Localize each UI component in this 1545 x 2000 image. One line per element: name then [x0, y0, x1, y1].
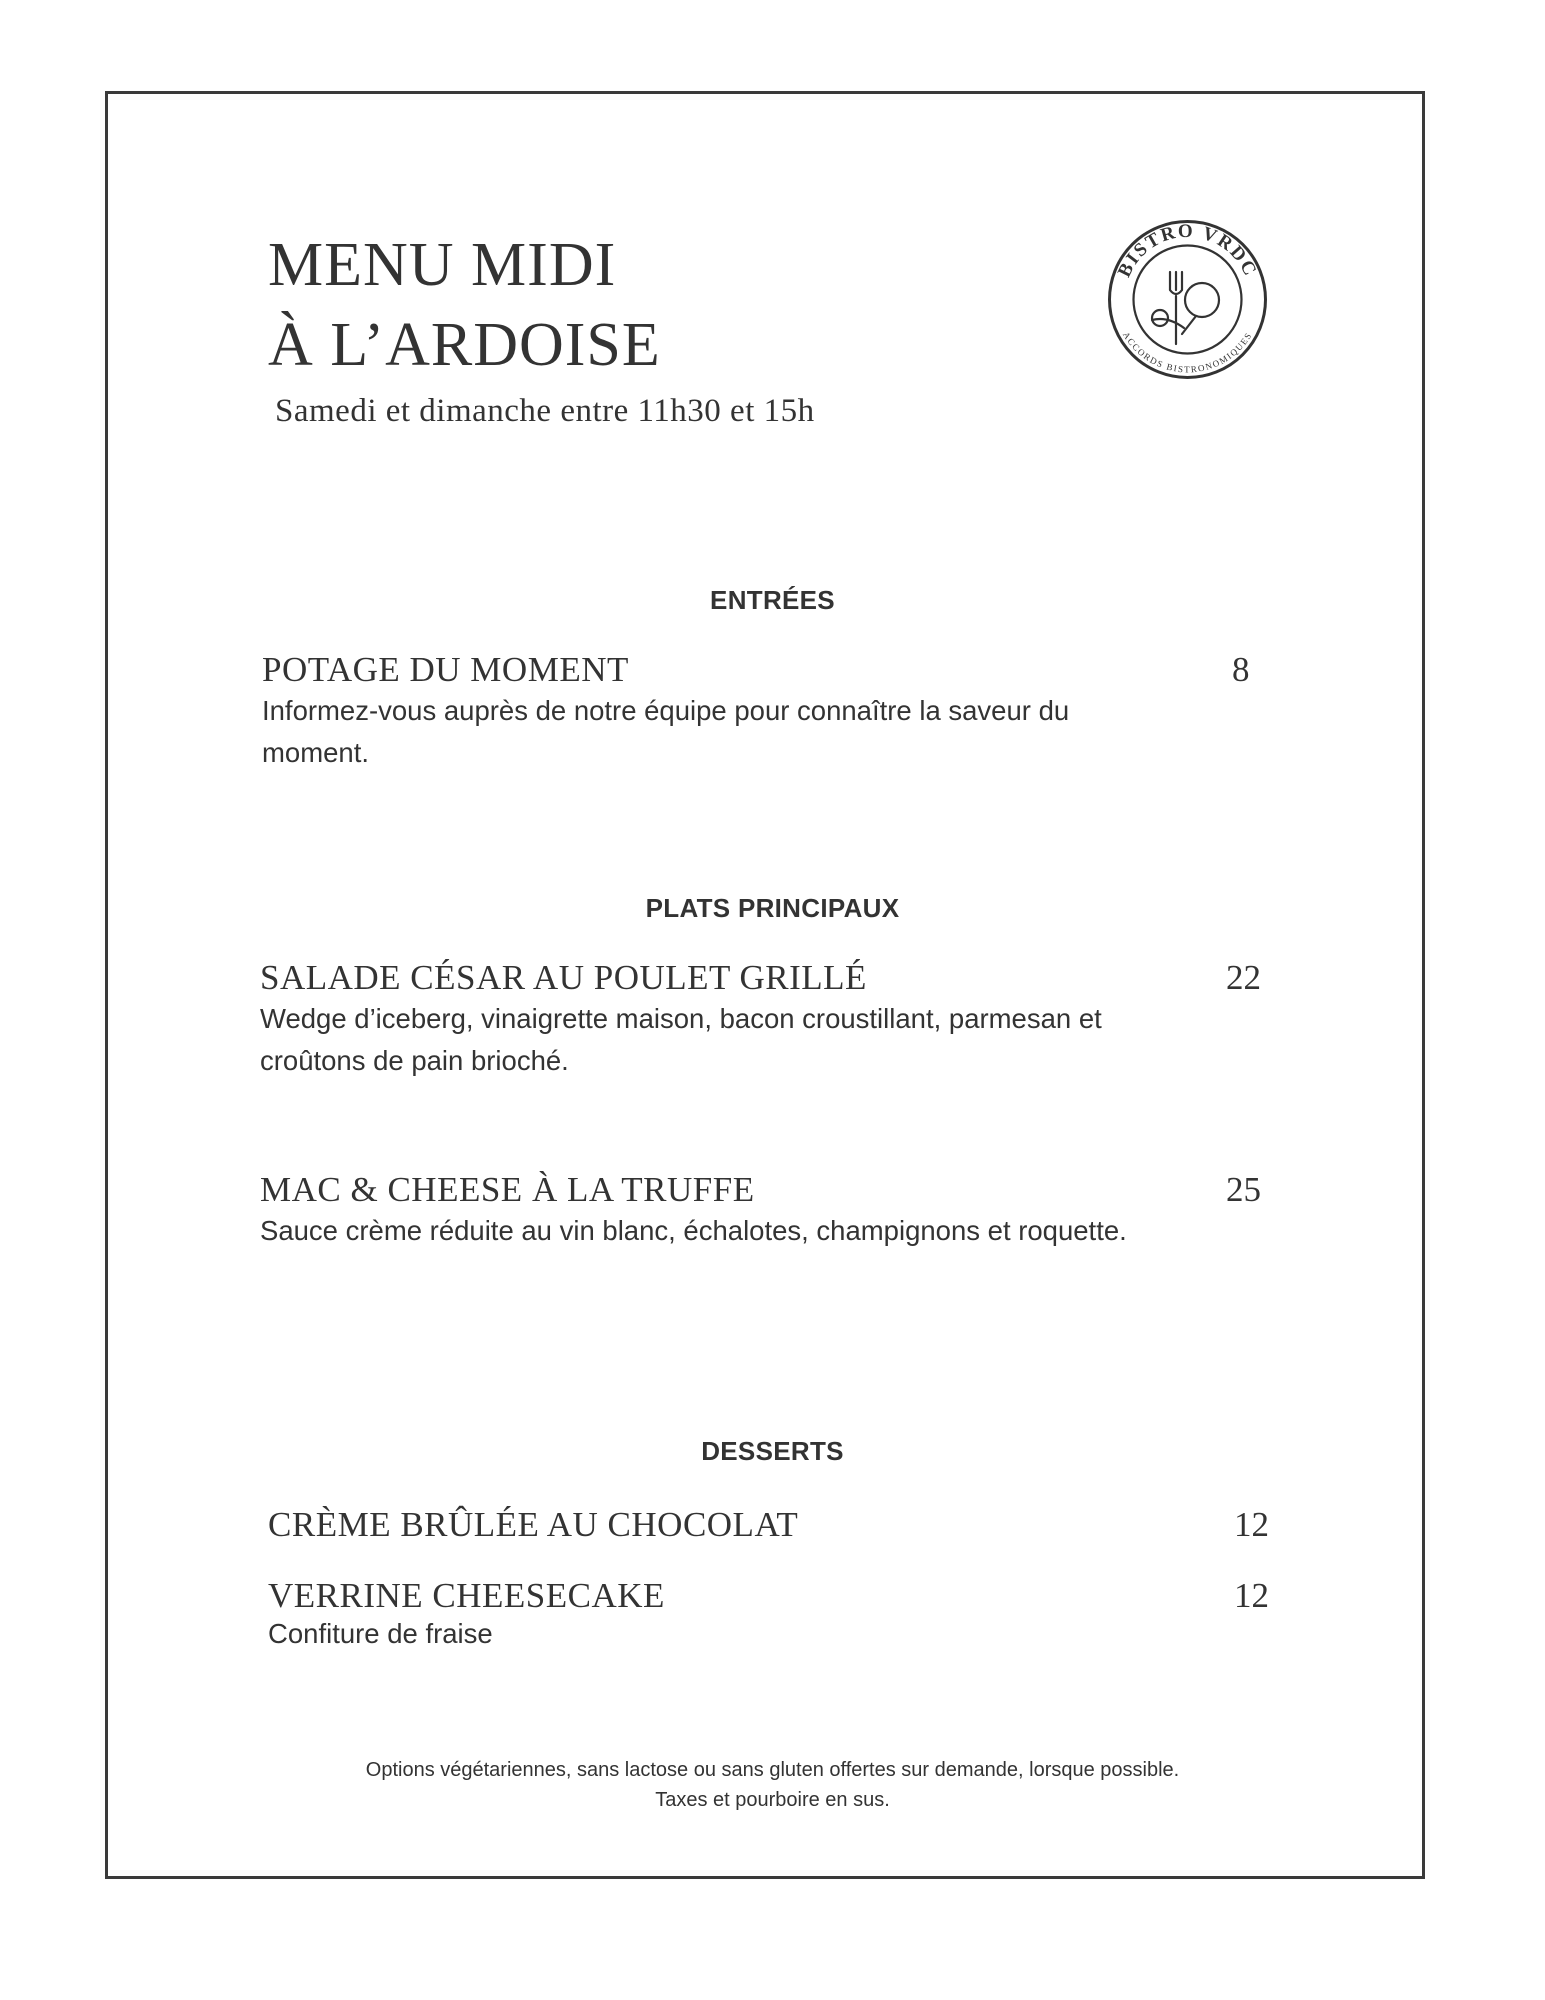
menu-item [260, 1170, 1270, 1252]
logo-name-text: BISTRO VRDC [1113, 220, 1262, 281]
title-line-1: MENU MIDI [268, 231, 617, 299]
service-hours: Samedi et dimanche entre 11h30 et 15h [275, 393, 815, 429]
item-price: 8 [1232, 650, 1250, 689]
item-description: Informez-vous auprès de notre équipe pour connaître la saveur du moment. [262, 695, 1070, 768]
item-name: VERRINE CHEESECAKE [268, 1576, 665, 1615]
section-heading-desserts: DESSERTS [701, 1436, 844, 1466]
title-line-2: À L’ARDOISE [268, 311, 661, 379]
footer-notes [0, 1755, 1545, 1815]
section-heading-plats: PLATS PRINCIPAUX [645, 893, 900, 923]
bistro-vrdc-logo [1100, 212, 1275, 387]
menu-item [268, 1576, 1278, 1652]
section-heading-entrees: ENTRÉES [710, 585, 835, 615]
item-description: Wedge d’iceberg, vinaigrette maison, bacon croustillant, parmesan et croûtons de pain brioché. [260, 1003, 1102, 1076]
item-name: MAC & CHEESE À LA TRUFFE [260, 1170, 755, 1209]
item-description: Confiture de fraise [268, 1618, 493, 1649]
footer-tax-note: Taxes et pourboire en sus. [655, 1789, 890, 1811]
footer-dietary-note: Options végétariennes, sans lactose ou sans gluten offertes sur demande, lorsque possible. [365, 1759, 1180, 1781]
fork-and-wine-glass-icon [1152, 272, 1219, 344]
item-price: 25 [1226, 1170, 1261, 1209]
logo-tagline-text: ACCORDS BISTRONOMIQUES [1120, 330, 1255, 375]
item-price: 22 [1226, 958, 1261, 997]
item-price: 12 [1234, 1505, 1269, 1544]
menu-item [260, 958, 1270, 1082]
page-title [268, 225, 661, 385]
item-name: SALADE CÉSAR AU POULET GRILLÉ [260, 958, 867, 997]
item-name: POTAGE DU MOMENT [262, 650, 629, 689]
item-name: CRÈME BRÛLÉE AU CHOCOLAT [268, 1505, 799, 1544]
item-description: Sauce crème réduite au vin blanc, échalotes, champignons et roquette. [260, 1215, 1127, 1246]
menu-item [262, 650, 1272, 774]
item-price: 12 [1234, 1576, 1269, 1615]
menu-item [268, 1505, 1278, 1545]
